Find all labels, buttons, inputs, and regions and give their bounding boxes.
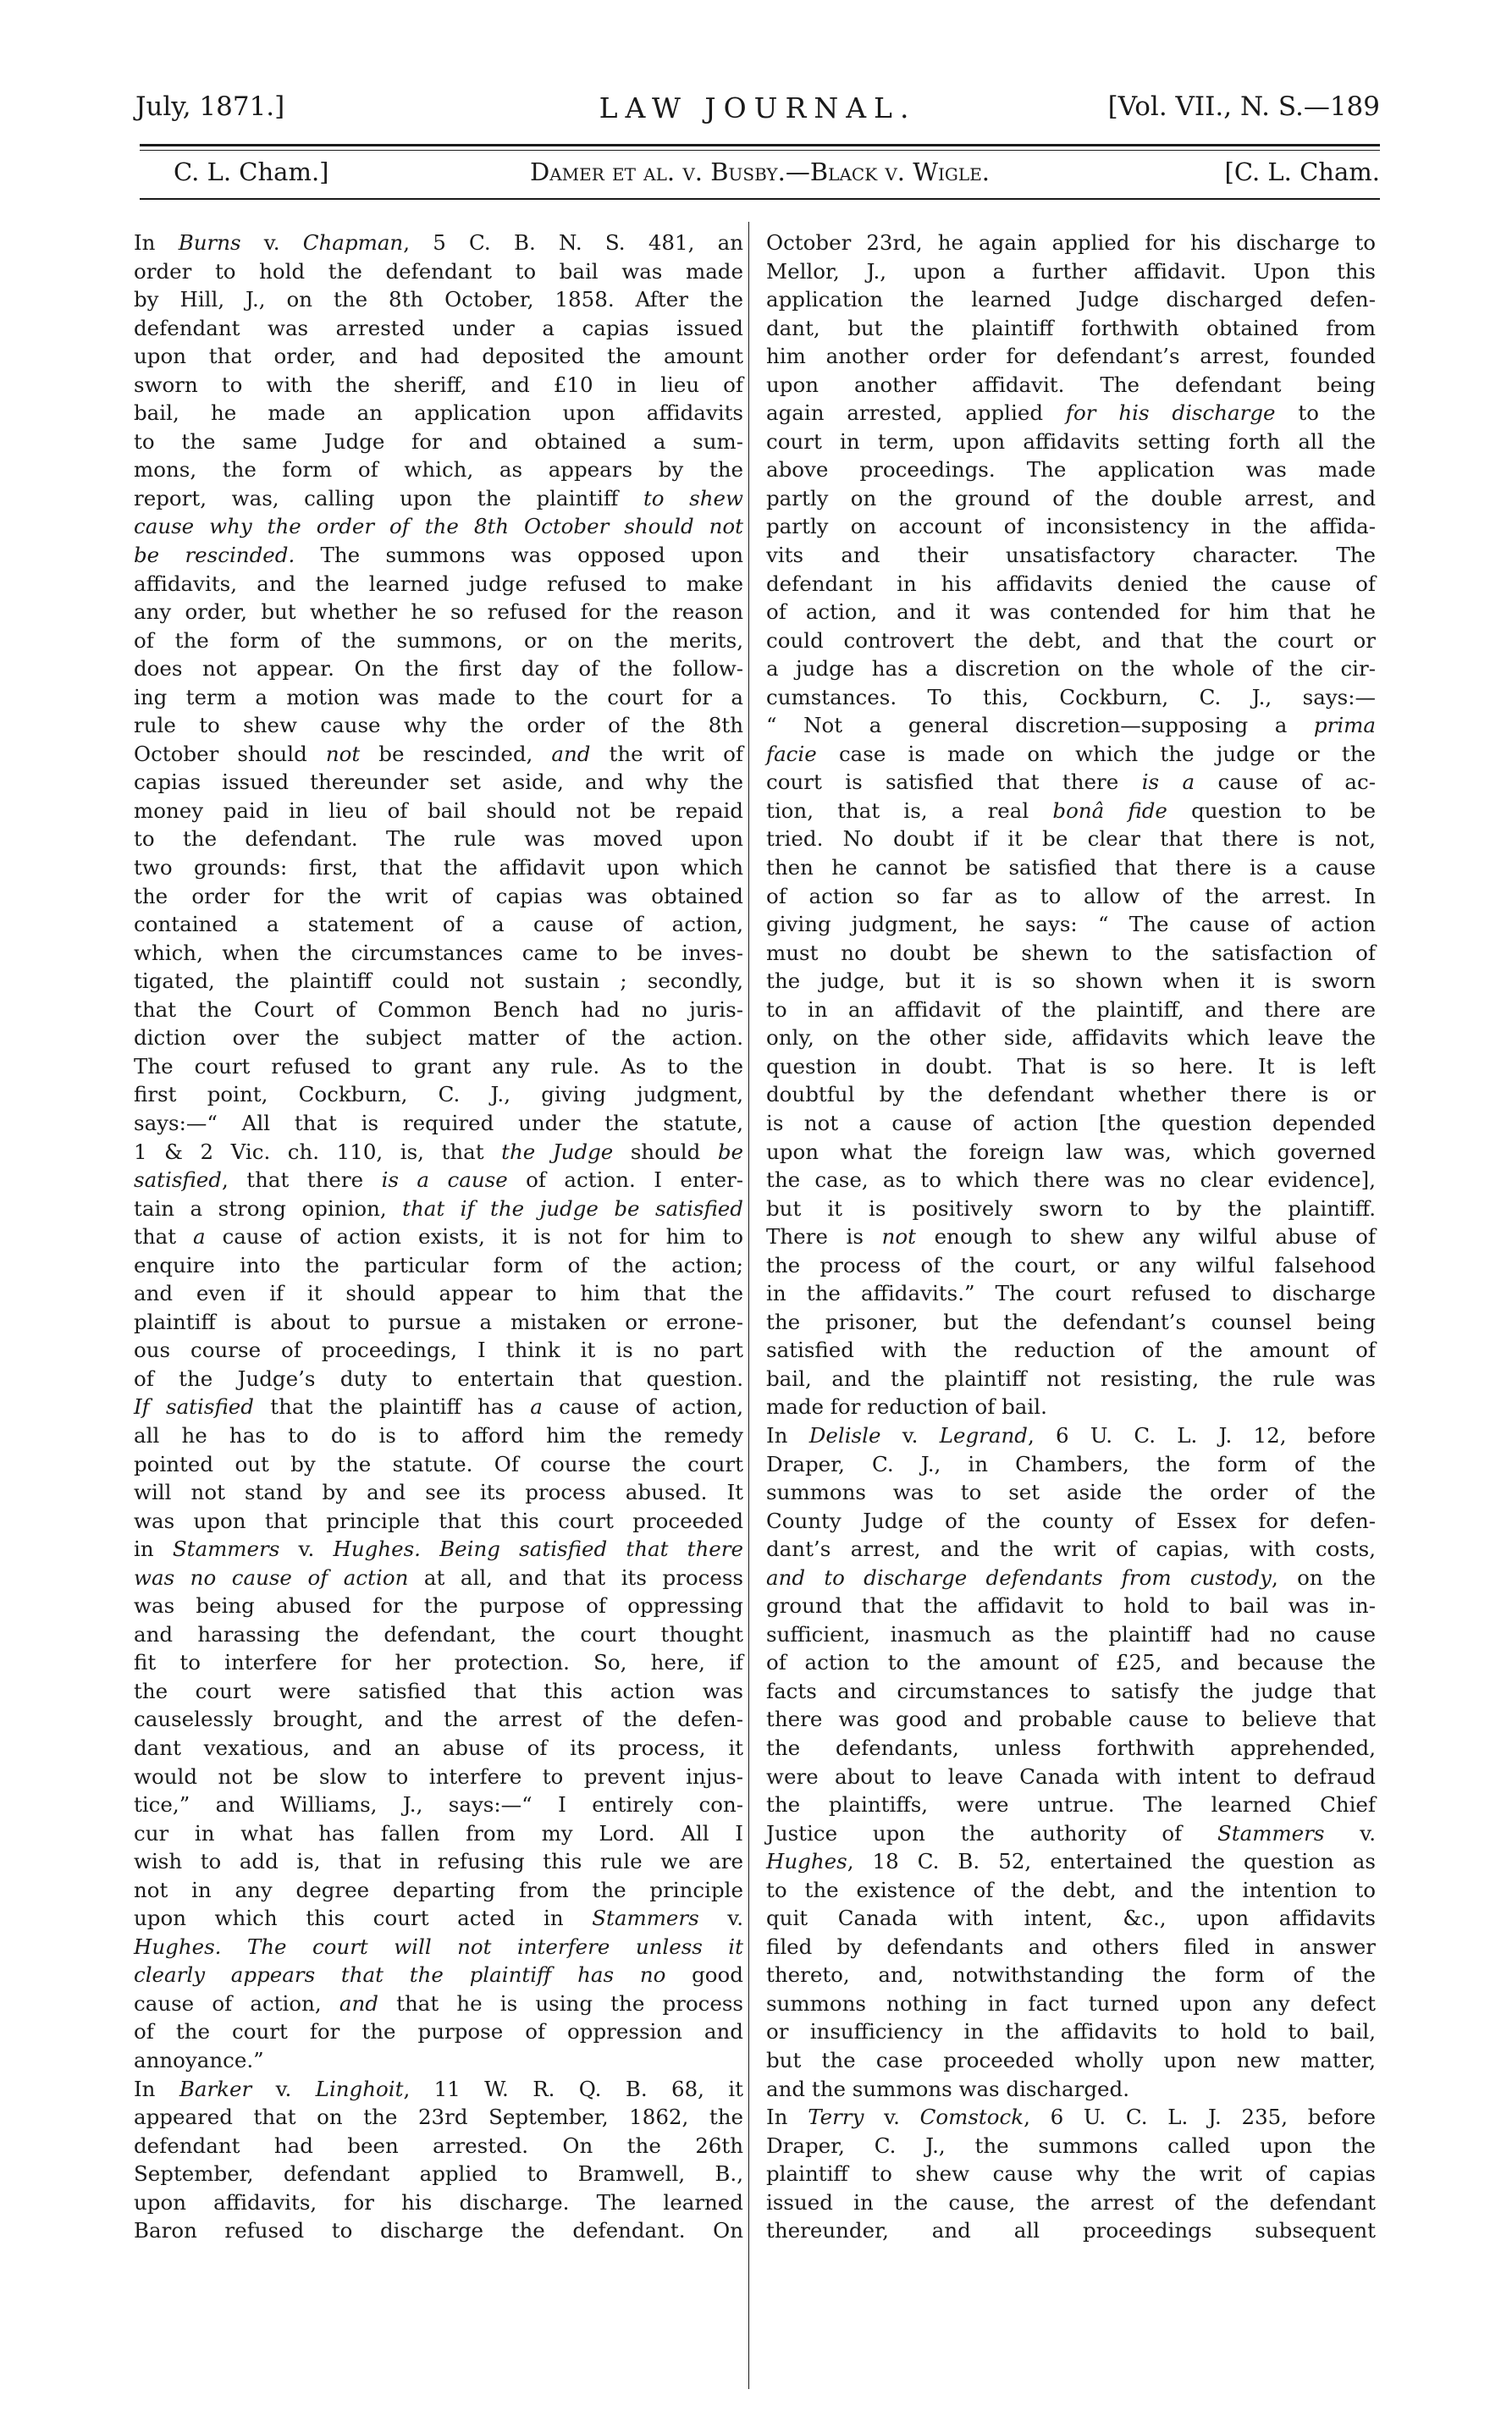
text-line: was being abused for the purpose of oppressing <box>134 1593 743 1619</box>
text-line: first point, Cockburn, C. J., giving judgment, <box>134 1082 743 1107</box>
header-date: July, 1871.] <box>135 91 285 122</box>
text-line: to the same Judge for and obtained a sum- <box>134 428 743 454</box>
text-line: 1 & 2 Vic. ch. 110, is, that the Judge should be <box>134 1139 743 1164</box>
text-line: the defendants, unless forthwith apprehended, <box>766 1735 1376 1760</box>
text-line: there was good and probable cause to believe that <box>766 1707 1376 1732</box>
text-line: partly on account of inconsistency in the affida- <box>766 514 1376 539</box>
text-line: and harassing the defendant, the court thought <box>134 1621 743 1647</box>
text-line: above proceedings. The application was made <box>766 457 1376 483</box>
text-line: capias issued thereunder set aside, and why the <box>134 770 743 795</box>
text-line: wish to add is, that in refusing this rule we are <box>134 1849 743 1874</box>
text-line: the plaintiffs, were untrue. The learned Chief <box>766 1792 1376 1818</box>
text-line: cumstances. To this, Cockburn, C. J., says:— <box>766 684 1376 709</box>
text-line: was no cause of action at all, and that its process <box>134 1564 743 1590</box>
case-names: Damer et al. v. Busby.—Black v. Wigle. <box>529 157 991 186</box>
text-line: the prisoner, but the defendant’s counsel being <box>766 1309 1376 1334</box>
text-line: affidavits, and the learned judge refused to make <box>134 571 743 596</box>
text-line: plaintiff is about to pursue a mistaken or errone- <box>134 1309 743 1334</box>
text-line: of the Judge’s duty to entertain that question. <box>134 1366 743 1391</box>
text-line: was upon that principle that this court proceeded <box>134 1508 743 1533</box>
text-line: could controvert the debt, and that the court or <box>766 627 1376 653</box>
text-line: October 23rd, he again applied for his discharge to <box>766 230 1376 255</box>
running-header <box>135 83 1380 134</box>
header-rule-thick <box>140 144 1380 146</box>
text-line: not in any degree departing from the principle <box>134 1877 743 1902</box>
text-line: were about to leave Canada with intent to defraud <box>766 1763 1376 1789</box>
text-line: of the form of the summons, or on the merits, <box>134 627 743 653</box>
text-line: quit Canada with intent, &c., upon affidavits <box>766 1906 1376 1931</box>
text-line: sworn to with the sheriff, and £10 in lieu of <box>134 372 743 397</box>
text-line: Draper, C. J., in Chambers, the form of the <box>766 1451 1376 1476</box>
text-line: Mellor, J., upon a further affidavit. Upon this <box>766 258 1376 284</box>
text-line: to in an affidavit of the plaintiff, and there are <box>766 996 1376 1022</box>
text-line: sufficient, inasmuch as the plaintiff had no cause <box>766 1621 1376 1647</box>
text-line: defendant in his affidavits denied the cause of <box>766 571 1376 596</box>
text-line: of action so far as to allow of the arrest. In <box>766 883 1376 908</box>
text-line: question in doubt. That is so here. It is left <box>766 1053 1376 1079</box>
text-line: Hughes, 18 C. B. 52, entertained the question as <box>766 1849 1376 1874</box>
text-line: of action to the amount of £25, and because the <box>766 1650 1376 1675</box>
text-line: appeared that on the 23rd September, 1862, the <box>134 2105 743 2130</box>
text-line: court in term, upon affidavits setting forth all the <box>766 428 1376 454</box>
text-line: and the summons was discharged. <box>766 2076 1129 2101</box>
text-line: two grounds: first, that the affidavit upon which <box>134 855 743 880</box>
text-line: application the learned Judge discharged defen- <box>766 287 1376 312</box>
column-divider <box>748 222 749 2389</box>
text-line: September, defendant applied to Bramwell, B., <box>134 2161 743 2187</box>
text-line: partly on the ground of the double arrest, and <box>766 485 1376 510</box>
text-line: summons was to set aside the order of the <box>766 1480 1376 1505</box>
header-rule-thin <box>140 150 1380 151</box>
court-right: [C. L. Cham. <box>1224 157 1380 186</box>
text-line: annoyance.” <box>134 2048 264 2072</box>
text-line: again arrested, applied for his discharge to the <box>766 400 1377 426</box>
text-line: will not stand by and see its process abused. It <box>134 1480 743 1505</box>
text-line: of action, and it was contended for him that he <box>766 599 1376 625</box>
text-line: pointed out by the statute. Of course the court <box>134 1451 743 1476</box>
text-line: filed by defendants and others filed in answer <box>766 1934 1376 1959</box>
text-line: Baron refused to discharge the defendant. On <box>134 2218 743 2243</box>
text-line: all he has to do is to afford him the remedy <box>134 1422 743 1448</box>
text-line: “ Not a general discretion—supposing a prima <box>766 713 1376 738</box>
text-line: that the Court of Common Bench had no juris- <box>134 996 743 1022</box>
text-line: The court refused to grant any rule. As to the <box>134 1053 743 1079</box>
text-line: dant, but the plaintiff forthwith obtained from <box>766 315 1376 340</box>
text-line: in the affidavits.” The court refused to discharge <box>766 1281 1376 1306</box>
text-line: bail, he made an application upon affidavits <box>134 400 743 426</box>
text-line: County Judge of the county of Essex for defen- <box>766 1508 1376 1533</box>
text-line: fit to interfere for her protection. So, here, if <box>134 1650 743 1675</box>
text-line: In Barker v. Linghoit, 11 W. R. Q. B. 68, it <box>134 2076 743 2101</box>
text-line: the judge, but it is so shown when it is sworn <box>766 968 1376 994</box>
text-line: the process of the court, or any wilful falsehood <box>766 1252 1376 1277</box>
text-line: then he cannot be satisfied that there is a cause <box>766 855 1376 880</box>
text-line: in Stammers v. Hughes. Being satisfied that there <box>134 1537 743 1562</box>
text-line: Hughes. The court will not interfere unless it <box>134 1934 743 1959</box>
text-line: to the existence of the debt, and the intention to <box>766 1877 1376 1902</box>
text-line: be rescinded. The summons was opposed upon <box>134 543 743 568</box>
text-line: upon what the foreign law was, which governed <box>766 1139 1376 1164</box>
text-line: mons, the form of which, as appears by the <box>134 457 743 483</box>
text-line: defendant was arrested under a capias issued <box>134 315 743 340</box>
right-column <box>766 229 1376 2245</box>
text-line: court is satisfied that there is a cause of ac- <box>766 770 1376 795</box>
text-line: a judge has a discretion on the whole of the cir- <box>766 656 1376 681</box>
text-line: upon affidavits, for his discharge. The learned <box>134 2189 743 2215</box>
text-line: but it is positively sworn to by the plaintiff. <box>766 1195 1376 1221</box>
text-line: made for reduction of bail. <box>766 1394 1047 1420</box>
text-line: Draper, C. J., the summons called upon the <box>766 2133 1376 2158</box>
case-header-rule <box>140 198 1380 200</box>
text-line: plaintiff to shew cause why the writ of capias <box>766 2161 1376 2187</box>
text-line: tion, that is, a real bonâ fide question to be <box>766 797 1376 823</box>
text-line: must no doubt be shewn to the satisfaction of <box>766 940 1376 965</box>
text-line: facts and circumstances to satisfy the judge that <box>766 1678 1376 1703</box>
text-line: issued in the cause, the arrest of the defendant <box>766 2189 1376 2215</box>
text-line: thereunder, and all proceedings subsequent <box>766 2218 1376 2243</box>
text-line: satisfied with the reduction of the amount of <box>766 1338 1376 1363</box>
text-line: tried. No doubt if it be clear that there is not, <box>766 826 1376 852</box>
text-line: vits and their unsatisfactory character. The <box>766 543 1376 568</box>
text-line: clearly appears that the plaintiff has no good <box>134 1962 743 1988</box>
text-line: upon which this court acted in Stammers v. <box>134 1906 743 1931</box>
text-line: giving judgment, he says: “ The cause of action <box>766 912 1376 937</box>
text-line: but the case proceeded wholly upon new matter, <box>766 2048 1376 2072</box>
text-line: order to hold the defendant to bail was made <box>134 258 743 284</box>
text-line: of the court for the purpose of oppression and <box>134 2019 743 2044</box>
text-line: by Hill, J., on the 8th October, 1858. After the <box>134 287 743 312</box>
text-line: the case, as to which there was no clear evidence], <box>766 1167 1376 1193</box>
text-line: is not a cause of action [the question depended <box>766 1110 1376 1135</box>
left-column <box>134 229 743 2245</box>
text-line: upon another affidavit. The defendant being <box>766 372 1376 397</box>
text-line: defendant had been arrested. On the 26th <box>134 2133 743 2158</box>
text-line: dant vexatious, and an abuse of its process, it <box>134 1735 743 1760</box>
text-line: does not appear. On the first day of the follow- <box>134 656 743 681</box>
text-line: the court were satisfied that this action was <box>134 1678 743 1703</box>
text-line: causelessly brought, and the arrest of the defen- <box>134 1707 743 1732</box>
text-line: tain a strong opinion, that if the judge be satisfied <box>134 1195 743 1221</box>
text-line: ing term a motion was made to the court for a <box>134 684 743 709</box>
text-line: upon that order, and had deposited the amount <box>134 344 743 369</box>
text-line: which, when the circumstances came to be inves- <box>134 940 743 965</box>
text-line: enquire into the particular form of the action; <box>134 1252 743 1277</box>
text-line: report, was, calling upon the plaintiff to shew <box>134 485 743 510</box>
text-line: and even if it should appear to him that the <box>134 1281 743 1306</box>
text-line: contained a statement of a cause of action, <box>134 912 743 937</box>
text-line: Justice upon the authority of Stammers v. <box>766 1820 1376 1846</box>
text-line: cause why the order of the 8th October should not <box>134 514 743 539</box>
text-line: bail, and the plaintiff not resisting, the rule was <box>766 1366 1376 1391</box>
text-line: summons nothing in fact turned upon any defect <box>766 1990 1376 2016</box>
text-line: doubtful by the defendant whether there is or <box>766 1082 1376 1107</box>
text-line: satisfied, that there is a cause of action. I enter- <box>134 1167 743 1193</box>
text-line: tigated, the plaintiff could not sustain ; secondly, <box>134 968 743 994</box>
journal-title: LAW JOURNAL. <box>599 91 917 124</box>
text-line: rule to shew cause why the order of the 8th <box>134 713 743 738</box>
text-line: or insufficiency in the affidavits to hold to bail, <box>766 2019 1376 2044</box>
text-line: any order, but whether he so refused for the reason <box>134 599 743 625</box>
text-line: diction over the subject matter of the action. <box>134 1025 743 1051</box>
text-line: cause of action, and that he is using the process <box>134 1990 743 2016</box>
text-line: tice,” and Williams, J., says:—“ I entirely con- <box>134 1792 743 1818</box>
text-line: money paid in lieu of bail should not be repaid <box>134 797 743 823</box>
court-left: C. L. Cham.] <box>174 157 329 186</box>
text-line: thereto, and, notwithstanding the form of the <box>766 1962 1376 1988</box>
text-line: cur in what has fallen from my Lord. All I <box>134 1820 743 1846</box>
text-line: to the defendant. The rule was moved upon <box>134 826 743 852</box>
text-line: ground that the affidavit to hold to bail was in- <box>766 1593 1376 1619</box>
text-line: dant’s arrest, and the writ of capias, with costs, <box>766 1537 1376 1562</box>
case-header <box>140 157 1380 191</box>
text-line: October should not be rescinded, and the writ of <box>134 741 743 766</box>
header-volume-page: [Vol. VII., N. S.—189 <box>1107 91 1380 122</box>
text-line: In Burns v. Chapman, 5 C. B. N. S. 481, an <box>134 230 743 255</box>
text-line: that a cause of action exists, it is not for him to <box>134 1224 743 1250</box>
text-line: says:—“ All that is required under the statute, <box>134 1110 743 1135</box>
text-line: If satisfied that the plaintiff has a cause of action, <box>134 1394 743 1420</box>
text-line: would not be slow to interfere to prevent injus- <box>134 1763 743 1789</box>
text-line: him another order for defendant’s arrest, founded <box>766 344 1376 369</box>
text-line: ous course of proceedings, I think it is no part <box>134 1338 743 1363</box>
text-line: There is not enough to shew any wilful abuse of <box>766 1224 1376 1250</box>
text-line: In Delisle v. Legrand, 6 U. C. L. J. 12, before <box>766 1422 1376 1448</box>
text-line: the order for the writ of capias was obtained <box>134 883 743 908</box>
text-line: In Terry v. Comstock, 6 U. C. L. J. 235, before <box>766 2105 1376 2130</box>
text-line: and to discharge defendants from custody, on the <box>766 1564 1376 1590</box>
text-line: facie case is made on which the judge or the <box>766 741 1376 766</box>
text-line: only, on the other side, affidavits which leave the <box>766 1025 1376 1051</box>
